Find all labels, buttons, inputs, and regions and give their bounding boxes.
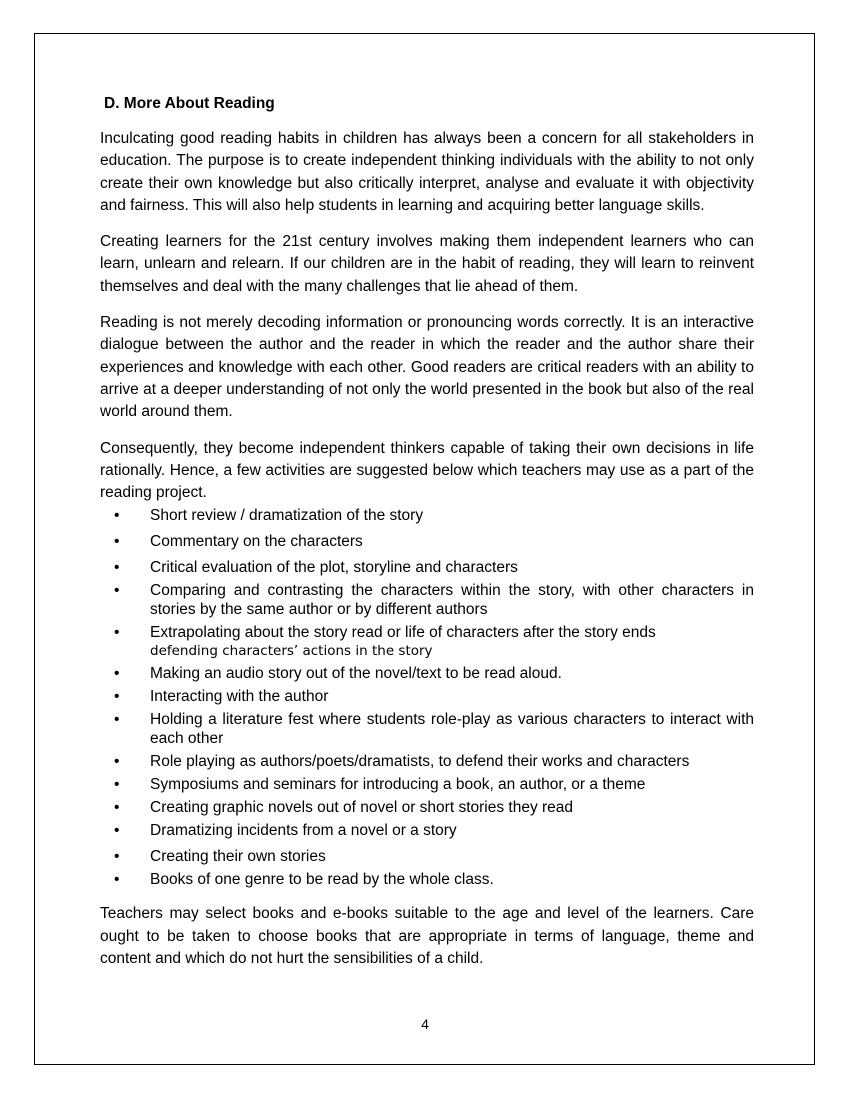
- list-item: • Extrapolating about the story read or life of characters after the story ends defending characters’ actions in the story: [100, 623, 754, 660]
- bullet-icon: •: [114, 799, 120, 817]
- bullet-icon: •: [114, 559, 120, 577]
- bullet-icon: •: [114, 753, 120, 771]
- paragraph-reading-dialogue: Reading is not merely decoding information or pronouncing words correctly. It is an interactive dialogue between the author and the reader in which the reader and the author share their experiences and knowledge with each other. Good readers are critical readers with an ability to arrive at a deeper understanding of not only the world presented in the book but also of the real world around them.: [100, 314, 754, 421]
- paragraph-independent-thinkers: Consequently, they become independent thinkers capable of taking their own decisions in life rationally. Hence, a few activities are suggested below which teachers may use as a part of the reading project.: [100, 439, 754, 502]
- paragraph-reading-habits: Inculcating good reading habits in children has always been a concern for all stakeholders in education. The purpose is to create independent thinking individuals with the ability to not only create their own knowledge but also critically interpret, analyse and evaluate it with objectivity and fairness. This will also help students in learning and acquiring better language skills.: [100, 130, 754, 214]
- list-item: • Books of one genre to be read by the whole class.: [114, 871, 494, 889]
- list-item: • Critical evaluation of the plot, storyline and characters: [114, 559, 518, 577]
- list-item: • Holding a literature fest where students role-play as various characters to interact with each other: [114, 711, 754, 748]
- list-item: • Creating graphic novels out of novel or short stories they read: [114, 799, 574, 817]
- activity-subline: defending characters’ actions in the story: [150, 643, 433, 660]
- bullet-icon: •: [114, 688, 120, 706]
- bullet-icon: •: [114, 871, 120, 889]
- bullet-icon: •: [114, 665, 120, 683]
- list-item: • Short review / dramatization of the story: [114, 507, 424, 525]
- bullet-icon: •: [114, 776, 120, 794]
- bullet-icon: •: [114, 582, 120, 600]
- paragraph-closing: Teachers may select books and e-books suitable to the age and level of the learners. Care ought to be taken to choose books that are appropriate in terms of language, theme and content and which do not hurt the sensibilities of a child.: [100, 905, 754, 968]
- list-item: • Role playing as authors/poets/dramatists, to defend their works and characters: [114, 753, 690, 771]
- list-item: • Symposiums and seminars for introducing a book, an author, or a theme: [114, 776, 646, 794]
- document-body: [100, 93, 754, 984]
- bullet-icon: •: [114, 848, 120, 866]
- page-number: 4: [421, 1016, 429, 1032]
- activities-list: [100, 506, 754, 889]
- list-item: • Interacting with the author: [114, 688, 329, 706]
- list-item: • Making an audio story out of the novel/text to be read aloud.: [114, 665, 562, 683]
- list-item: • Dramatizing incidents from a novel or a story: [114, 822, 457, 840]
- bullet-icon: •: [114, 533, 120, 551]
- list-item: • Comparing and contrasting the characters within the story, with other characters in stories by the same author or by different authors: [114, 582, 754, 619]
- list-item: • Creating their own stories: [114, 848, 326, 866]
- list-item: • Commentary on the characters: [114, 533, 363, 551]
- paragraph-21st-century-learners: Creating learners for the 21st century involves making them independent learners who can learn, unlearn and relearn. If our children are in the habit of reading, they will learn to reinvent themselves and deal with the many challenges that lie ahead of them.: [100, 233, 754, 295]
- bullet-icon: •: [114, 711, 120, 729]
- bullet-icon: •: [114, 822, 120, 840]
- bullet-icon: •: [114, 507, 120, 525]
- section-heading: D. More About Reading: [104, 95, 275, 112]
- bullet-icon: •: [114, 624, 120, 642]
